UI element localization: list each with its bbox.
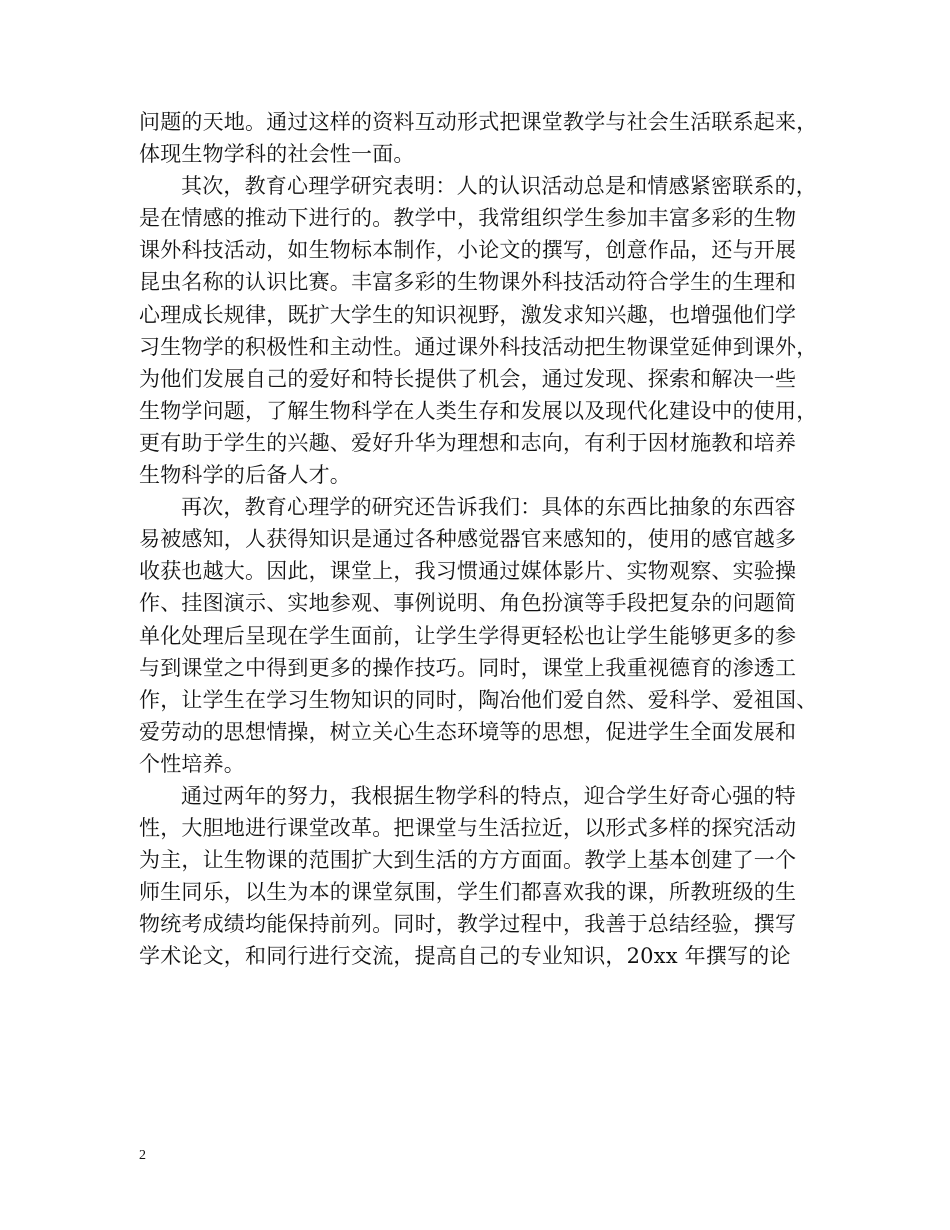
text-line: 习生物学的积极性和主动性。通过课外科技活动把生物课堂延伸到课外， (139, 334, 818, 359)
text-line: 个性培养。 (139, 751, 245, 776)
text-line: 作、挂图演示、实地参观、事例说明、角色扮演等手段把复杂的问题简 (139, 591, 797, 616)
text-line: 课外科技活动，如生物标本制作，小论文的撰写，创意作品，还与开展 (139, 238, 797, 263)
paragraph-first-line: 再次，教育心理学的研究还告诉我们：具体的东西比抽象的东西容 (181, 495, 796, 520)
text-line: 学术论文，和同行进行交流，提高自己的专业知识，20xx 年撰写的论 (139, 944, 791, 969)
text-line: 收获也越大。因此，课堂上，我习惯通过媒体影片、实物观察、实验操 (139, 559, 797, 584)
text-line: 更有助于学生的兴趣、爱好升华为理想和志向，有利于因材施教和培养 (139, 430, 797, 455)
body-text (139, 106, 819, 973)
text-line: 昆虫名称的认识比赛。丰富多彩的生物课外科技活动符合学生的生理和 (139, 270, 797, 295)
text-line: 与到课堂之中得到更多的操作技巧。同时，课堂上我重视德育的渗透工 (139, 655, 797, 680)
text-line: 为他们发展自己的爱好和特长提供了机会，通过发现、探索和解决一些 (139, 366, 797, 391)
text-line: 体现生物学科的社会性一面。 (139, 142, 415, 167)
text-line: 生物学问题，了解生物科学在人类生存和发展以及现代化建设中的使用， (139, 398, 818, 423)
text-line: 作，让学生在学习生物知识的同时，陶冶他们爱自然、爱科学、爱祖国、 (139, 687, 818, 712)
text-line: 爱劳动的思想情操，树立关心生态环境等的思想，促进学生全面发展和 (139, 719, 797, 744)
text-line: 单化处理后呈现在学生面前，让学生学得更轻松也让学生能够更多的参 (139, 623, 797, 648)
page-number: 2 (139, 1148, 146, 1163)
text-line: 心理成长规律，既扩大学生的知识视野，激发求知兴趣，也增强他们学 (139, 302, 797, 327)
text-line: 是在情感的推动下进行的。教学中，我常组织学生参加丰富多彩的生物 (139, 206, 797, 231)
paragraph-first-line: 其次，教育心理学研究表明：人的认识活动总是和情感紧密联系的， (181, 174, 817, 199)
text-line: 性，大胆地进行课堂改革。把课堂与生活拉近，以形式多样的探究活动 (139, 816, 797, 841)
text-line: 物统考成绩均能保持前列。同时，教学过程中，我善于总结经验，撰写 (139, 912, 797, 937)
paragraph-first-line: 通过两年的努力，我根据生物学科的特点，迎合学生好奇心强的特 (181, 783, 796, 808)
text-line: 生物科学的后备人才。 (139, 463, 351, 488)
text-line: 师生同乐，以生为本的课堂氛围，学生们都喜欢我的课，所教班级的生 (139, 880, 797, 905)
text-line: 问题的天地。通过这样的资料互动形式把课堂教学与社会生活联系起来， (139, 110, 818, 134)
text-line: 易被感知，人获得知识是通过各种感觉器官来感知的，使用的感官越多 (139, 527, 797, 552)
text-line: 为主，让生物课的范围扩大到生活的方方面面。教学上基本创建了一个 (139, 848, 797, 873)
